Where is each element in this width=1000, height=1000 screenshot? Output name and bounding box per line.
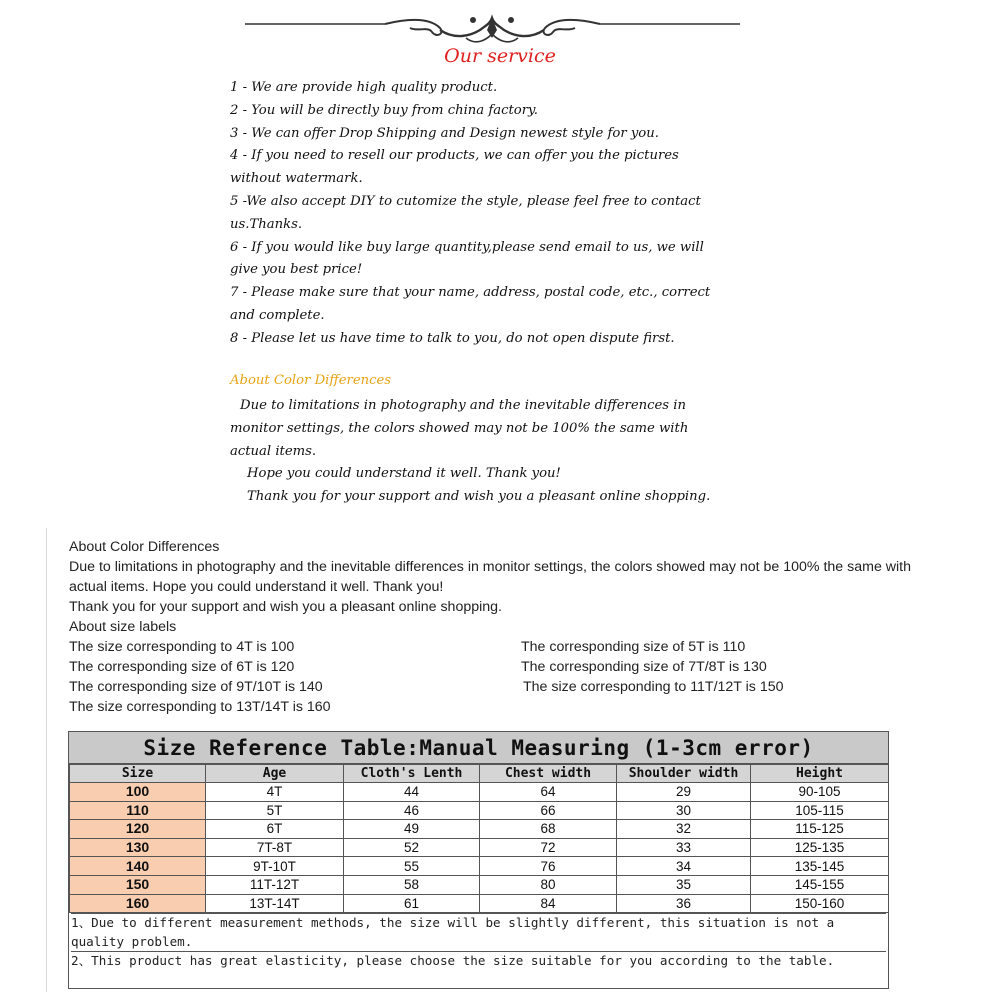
table-cell: 55 — [344, 857, 480, 876]
service-line: and complete. — [230, 307, 325, 323]
size-cell: 110 — [70, 801, 206, 820]
table-row — [70, 783, 889, 802]
size-label: The corresponding size of 5T is 110 — [521, 639, 746, 655]
table-cell: 115-125 — [751, 820, 889, 839]
service-line: 1 - We are provide high quality product. — [230, 80, 498, 95]
color-diff-line: Thank you for your support and wish you a pleasant online shopping. — [247, 489, 711, 505]
size-table — [69, 764, 889, 913]
table-cell: 64 — [480, 783, 617, 802]
info-line: Thank you for your support and wish you a pleasant online shopping. — [69, 599, 502, 615]
table-cell: 11T-12T — [206, 875, 344, 894]
table-cell: 30 — [617, 801, 751, 820]
size-cell: 130 — [70, 838, 206, 857]
service-line: 2 - You will be directly buy from china factory. — [230, 102, 538, 118]
size-cell: 160 — [70, 894, 206, 913]
table-cell: 6T — [206, 820, 344, 839]
size-labels-heading: About size labels — [69, 619, 177, 635]
table-cell: 35 — [617, 875, 751, 894]
table-cell: 9T-10T — [206, 857, 344, 876]
table-cell: 72 — [480, 838, 617, 857]
table-title: Size Reference Table:Manual Measuring (1-3cm error) — [69, 732, 888, 764]
size-cell: 140 — [70, 857, 206, 876]
table-cell: 150-160 — [751, 894, 889, 913]
size-label: The size corresponding to 13T/14T is 160 — [69, 699, 331, 715]
color-diff-line: monitor settings, the colors showed may not be 100% the same with — [230, 420, 689, 436]
table-cell: 105-115 — [751, 801, 889, 820]
color-diff-line: Due to limitations in photography and the inevitable differences in — [240, 398, 686, 413]
table-cell: 29 — [617, 783, 751, 802]
size-label: The size corresponding to 4T is 100 — [69, 639, 295, 655]
table-cell: 44 — [344, 783, 480, 802]
service-list — [230, 77, 750, 351]
size-labels — [69, 637, 994, 717]
size-label-row — [69, 657, 994, 677]
column-header: Cloth's Lenth — [344, 765, 480, 783]
table-cell: 5T — [206, 801, 344, 820]
service-line: give you best price! — [230, 262, 363, 278]
info-block — [69, 537, 994, 637]
table-cell: 33 — [617, 838, 751, 857]
size-label-row — [69, 677, 994, 697]
table-cell: 76 — [480, 857, 617, 876]
table-cell: 66 — [480, 801, 617, 820]
table-header-row — [70, 765, 889, 783]
table-cell: 125-135 — [751, 838, 889, 857]
service-line: without watermark. — [230, 171, 363, 187]
size-cell: 120 — [70, 820, 206, 839]
info-line: actual items. Hope you could understand it well. Thank you! — [69, 579, 444, 595]
service-line: 5 -We also accept DIY to cutomize the style, please feel free to contact — [230, 193, 701, 209]
size-label: The corresponding size of 6T is 120 — [69, 659, 295, 675]
table-cell: 34 — [617, 857, 751, 876]
size-label-row — [69, 697, 994, 717]
size-reference-table — [68, 731, 889, 989]
size-label-row — [69, 637, 994, 657]
table-cell: 61 — [344, 894, 480, 913]
color-diff-body — [230, 395, 750, 509]
size-label: The corresponding size of 7T/8T is 130 — [521, 659, 767, 675]
service-line: us.Thanks. — [230, 216, 303, 232]
service-line: 7 - Please make sure that your name, address, postal code, etc., correct — [230, 285, 711, 301]
service-title: Our service — [444, 45, 556, 67]
column-header: Height — [751, 765, 889, 783]
table-row — [70, 838, 889, 857]
color-diff-line: actual items. — [230, 443, 317, 459]
service-line: 8 - Please let us have time to talk to you, do not open dispute first. — [230, 330, 675, 346]
size-cell: 100 — [70, 783, 206, 802]
table-cell: 145-155 — [751, 875, 889, 894]
flourish-divider-icon — [240, 10, 745, 50]
table-cell: 52 — [344, 838, 480, 857]
table-note: 2、This product has great elasticity, please choose the size suitable for you according to the table. — [71, 951, 886, 971]
table-cell: 4T — [206, 783, 344, 802]
size-label: The corresponding size of 9T/10T is 140 — [69, 679, 323, 695]
table-cell: 84 — [480, 894, 617, 913]
table-row — [70, 894, 889, 913]
info-line: Due to limitations in photography and the inevitable differences in monitor settings, the colors showed may not be 100% the same with — [69, 559, 912, 575]
table-cell: 68 — [480, 820, 617, 839]
table-cell: 32 — [617, 820, 751, 839]
info-heading: About Color Differences — [69, 539, 220, 555]
service-line: 4 - If you need to resell our products, we can offer you the pictures — [230, 148, 679, 164]
table-cell: 46 — [344, 801, 480, 820]
table-row — [70, 875, 889, 894]
table-note: 1、Due to different measurement methods, the size will be slightly different, this situation is not a quality problem. — [71, 913, 886, 951]
table-cell: 135-145 — [751, 857, 889, 876]
column-header: Shoulder width — [617, 765, 751, 783]
table-row — [70, 857, 889, 876]
size-cell: 150 — [70, 875, 206, 894]
divider-line — [46, 528, 47, 992]
table-notes — [69, 913, 888, 971]
table-cell: 49 — [344, 820, 480, 839]
table-cell: 36 — [617, 894, 751, 913]
service-line: 3 - We can offer Drop Shipping and Design newest style for you. — [230, 125, 659, 141]
table-cell: 90-105 — [751, 783, 889, 802]
color-diff-heading: About Color Differences — [230, 373, 392, 388]
size-label: The size corresponding to 11T/12T is 150 — [523, 679, 784, 695]
table-row — [70, 820, 889, 839]
table-cell: 80 — [480, 875, 617, 894]
column-header: Size — [70, 765, 206, 783]
table-cell: 13T-14T — [206, 894, 344, 913]
column-header: Chest width — [480, 765, 617, 783]
service-line: 6 - If you would like buy large quantity,please send email to us, we will — [230, 239, 704, 255]
table-row — [70, 801, 889, 820]
color-diff-line: Hope you could understand it well. Thank you! — [247, 466, 561, 482]
table-cell: 7T-8T — [206, 838, 344, 857]
table-cell: 58 — [344, 875, 480, 894]
column-header: Age — [206, 765, 344, 783]
